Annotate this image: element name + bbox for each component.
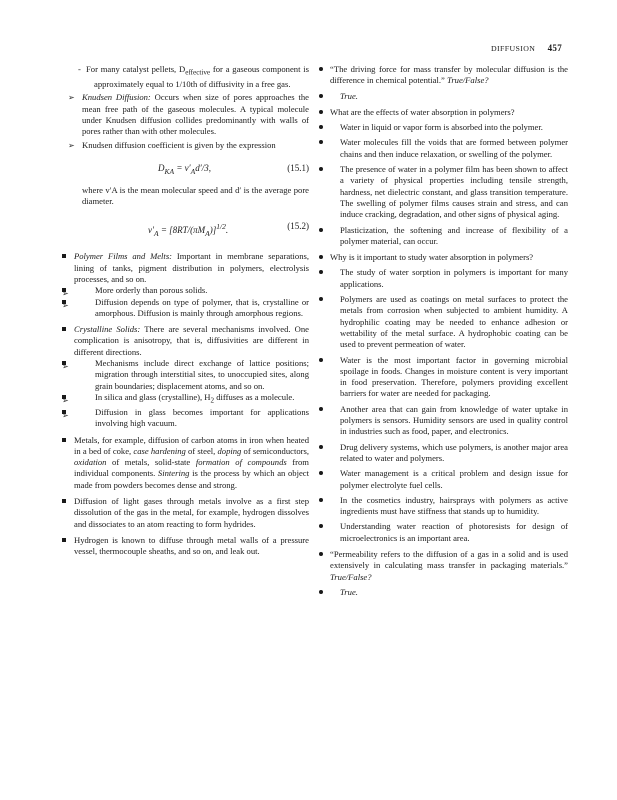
arrow-marker-icon: ➢ bbox=[62, 362, 69, 372]
square-bullet-icon bbox=[62, 538, 66, 542]
square-bullet-icon bbox=[62, 438, 66, 442]
list-item: Hydrogen is known to diffuse through metal walls of a pressure vessel, thermocouple sheaths, and so on, and leak out. bbox=[62, 535, 309, 558]
answer-item: Water molecules fill the voids that are formed between polymer chains and then induce relaxation, or swelling of the polymer. bbox=[318, 137, 568, 160]
question-item: “The driving force for mass transfer by molecular diffusion is the difference in chemical potential.” True/False? True. bbox=[318, 64, 568, 102]
solids-list bbox=[62, 251, 309, 557]
square-bullet-icon bbox=[319, 524, 323, 528]
list-item: Diffusion of light gases through metals involve as a first step dissolution of the gas in the metal, for example, hydrogen dissolves and dissociates to an atom reacting to form hydrides. bbox=[62, 496, 309, 530]
square-bullet-icon bbox=[319, 471, 323, 475]
round-bullet-icon bbox=[319, 255, 323, 259]
list-item: ➢ Mechanisms include direct exchange of lattice positions; migration through interstitial sites, to unoccupied sites, along grain boundaries; displacement atoms, and so on. bbox=[62, 358, 309, 391]
question-item: “Permeability refers to the diffusion of a gas in a solid and is used extensively in calculating mass transfer in packaging materials.” True/False? True. bbox=[318, 549, 568, 598]
list-item: ➢ Diffusion depends on type of polymer, that is, crystalline or amorphous. Diffusion is mainly through amorphous regions. bbox=[62, 296, 309, 318]
answer-item: True. bbox=[318, 587, 568, 598]
round-bullet-icon bbox=[319, 110, 323, 114]
answer-item: Water in liquid or vapor form is absorbed into the polymer. bbox=[318, 122, 568, 133]
list-item: ➢ Diffusion in glass becomes important for applications involving high vacuum. bbox=[62, 406, 309, 429]
question-item: Why is it important to study water absorption in polymers? The study of water sorption in polymers is important for many applications. Polymers are used as coatings on metal surfaces to protect the metals from corrosion when subjected to ambient humidity. A hydrophilic coating may be needed to enhance adhesion or wettability of the metal surface. A hydrophobic coating can be used to prevent permeation of water. Water is the most important factor in governing microbial spoilage in foods. Changes in moisture content is very important in food preservation. Therefore, polymers providing excellent barriers for water are needed for packaging. Another area that can gain from knowledge of water uptake in polymers is sensors. Humidity sensors are used in quality control in industries such as food, paper, and electronics. Drug delivery systems, which use polymers, is another major area related to water and polymers. Water management is a critical problem and design issue for polymer electrolyte fuel cells. In the cosmetics industry, hairsprays with polymers as active ingredients must have stiffness that stands up to humidity. Understanding water reaction of photoresists for design of microelectronics is an important area. bbox=[318, 252, 568, 544]
square-bullet-icon bbox=[319, 228, 323, 232]
arrow-marker-icon: ➢ bbox=[62, 289, 69, 299]
answer-item: In the cosmetics industry, hairsprays with polymers as active ingredients must have stiffness that stands up to humidity. bbox=[318, 495, 568, 518]
running-title: DIFFUSION bbox=[491, 44, 536, 53]
arrow-marker-icon: ➢ bbox=[68, 140, 75, 150]
where-text: where v′A is the mean molecular speed and d′ is the average pore diameter. bbox=[82, 184, 309, 207]
right-column bbox=[318, 64, 568, 598]
square-bullet-icon bbox=[62, 327, 66, 331]
list-item: Metals, for example, diffusion of carbon atoms in iron when heated in a bed of coke, case hardening of steel, doping of semiconductors, oxidation of metals, solid-state formation of compounds from individual components. Sintering is the process by which an object made from powders becomes dense and strong. bbox=[62, 435, 309, 491]
arrow-marker-icon: ➢ bbox=[62, 395, 69, 405]
answer-item: Polymers are used as coatings on metal surfaces to protect the metals from corrosion when subjected to ambient humidity. A hydrophilic coating may be needed to enhance adhesion or wettability of the metal surface. A hydrophobic coating can be used to prevent permeation of water. bbox=[318, 294, 568, 350]
answer-item: Water is the most important factor in governing microbial spoilage in foods. Changes in moisture content is very important in food preservation. Therefore, polymers providing excellent barriers for water are needed for packaging. bbox=[318, 355, 568, 400]
list-item: ➢ In silica and glass (crystalline), $H_2$ diffuses as a molecule. bbox=[62, 391, 295, 405]
catalyst-list bbox=[62, 64, 309, 90]
question-list bbox=[318, 64, 568, 598]
square-bullet-icon bbox=[319, 498, 323, 502]
equation-expression: $v'_A = [8RT/(\pi M_A)]^{1/2}$. bbox=[148, 222, 229, 239]
square-bullet-icon bbox=[319, 167, 323, 171]
question-item: What are the effects of water absorption in polymers? Water in liquid or vapor form is absorbed into the polymer. Water molecules fill the voids that are formed between polymer chains and then induce relaxation, or swelling of the polymer. The presence of water in a polymer film has been shown to affect a variety of physical properties including tensile strength, hardness, net dielectric constant, and glass transition temperature. The swelling of polymer films causes strain and stress, and can induce cracking, degradation, and other signs of physical aging. Plasticization, the softening and increase of flexibility of a polymer material, can occur. bbox=[318, 107, 568, 247]
knudsen-list bbox=[62, 92, 309, 150]
left-column bbox=[62, 64, 309, 558]
running-header bbox=[491, 43, 562, 54]
square-bullet-icon bbox=[319, 445, 323, 449]
answer-item: Understanding water reaction of photoresists for design of microelectronics is an important area. bbox=[318, 521, 568, 544]
equation-15-2 bbox=[62, 217, 309, 237]
round-bullet-icon bbox=[319, 552, 323, 556]
list-item: Crystalline Solids: There are several mechanisms involved. One complication is anisotropy, that is, diffusivities are different in different directions. ➢ Mechanisms include direct exchange of lattice positions; migration through interstitial sites, to unoccupied sites, along grain boundaries; displacement atoms, and so on. ➢ In silica and glass (crystalline), $H_2$ diffuses as a molecule. ➢ Diffusion in glass becomes important for applications involving high vacuum. bbox=[62, 324, 310, 429]
list-item: ➢ Knudsen Diffusion: Occurs when size of pores approaches the mean free path of the gaseous molecules. A typical molecule under Knudsen diffusion collides predominantly with walls of pores rather than with other molecules. bbox=[68, 92, 309, 137]
square-bullet-icon bbox=[62, 254, 66, 258]
equation-15-1 bbox=[62, 159, 309, 179]
round-bullet-icon bbox=[319, 67, 323, 71]
square-bullet-icon bbox=[319, 270, 323, 274]
arrow-marker-icon: ➢ bbox=[62, 300, 69, 310]
square-bullet-icon bbox=[319, 94, 323, 98]
answer-item: Another area that can gain from knowledge of water uptake in polymers is sensors. Humidity sensors are used in quality control in industries such as food, paper, and electronics. bbox=[318, 404, 568, 438]
answer-item: Plasticization, the softening and increase of flexibility of a polymer material, can occur. bbox=[318, 225, 568, 248]
square-bullet-icon bbox=[319, 590, 323, 594]
answer-item: Drug delivery systems, which use polymers, is another major area related to water and polymers. bbox=[318, 442, 568, 465]
list-item: ➢ More orderly than porous solids. bbox=[62, 285, 208, 299]
square-bullet-icon bbox=[319, 407, 323, 411]
square-bullet-icon bbox=[319, 125, 323, 129]
square-bullet-icon bbox=[62, 499, 66, 503]
equation-number: (15.1) bbox=[287, 162, 309, 173]
square-bullet-icon bbox=[319, 297, 323, 301]
answer-item: The presence of water in a polymer film has been shown to affect a variety of physical properties including tensile strength, hardness, net dielectric constant, and glass transition temperature. The swelling of polymer films causes strain and stress, and can induce cracking, degradation, and other signs of physical aging. bbox=[318, 164, 568, 220]
square-bullet-icon bbox=[319, 358, 323, 362]
answer-item: True. bbox=[318, 91, 568, 102]
equation-expression: $D_{KA} = v'_Ad'/3$, bbox=[158, 162, 211, 176]
equation-number: (15.2) bbox=[287, 221, 309, 232]
answer-item: Water management is a critical problem and design issue for polymer electrolyte fuel cells. bbox=[318, 468, 568, 491]
list-item: ➢ Knudsen diffusion coefficient is given by the expression bbox=[68, 139, 276, 150]
list-item: - For many catalyst pellets, $D_{effective}$ for a gaseous component is approximately equal to 1/10th of diffusivity in a free gas. bbox=[78, 64, 309, 90]
answer-item: The study of water sorption in polymers is important for many applications. bbox=[318, 267, 568, 290]
arrow-marker-icon: ➢ bbox=[68, 93, 75, 103]
page-number: 457 bbox=[547, 43, 562, 53]
list-item: Polymer Films and Melts: Important in membrane separations, lining of tanks, pigment distribution in polymers, electrolysis processes, and so on. ➢ More orderly than porous solids. ➢ Diffusion depends on type of polymer, that is, crystalline or amorphous. Diffusion is mainly through amorphous regions. bbox=[62, 251, 309, 318]
arrow-marker-icon: ➢ bbox=[62, 410, 69, 420]
square-bullet-icon bbox=[319, 140, 323, 144]
